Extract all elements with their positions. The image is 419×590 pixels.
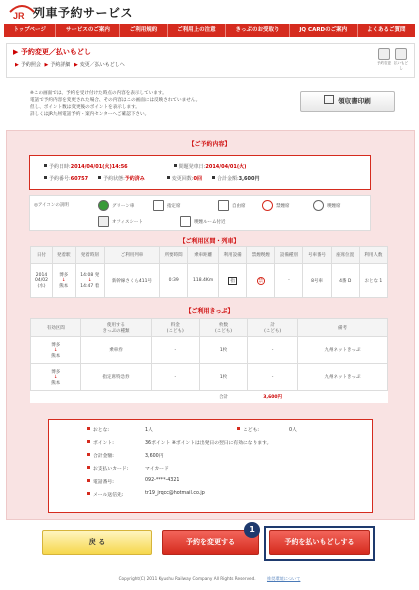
facility-cell <box>219 264 247 298</box>
no-smoking-icon: 禁 <box>258 278 264 284</box>
ticket-kind-cell: 指定席特急券 <box>81 364 151 391</box>
column-header: 設備種別 <box>275 247 303 264</box>
customer-details <box>48 419 373 513</box>
change-reservation-button[interactable]: 予約を変更する <box>162 530 259 555</box>
office-seat-icon <box>98 216 109 227</box>
nav-terms[interactable]: ご利用規約 <box>120 24 167 37</box>
legend-office-seat: オフィスシート <box>98 216 143 227</box>
column-header: 乗車距離 <box>188 247 219 264</box>
green-car-icon <box>98 200 109 211</box>
nav-faq[interactable]: よくあるご質問 <box>367 27 406 33</box>
column-header: 利用人数 <box>359 247 387 264</box>
site-title: 列車予約サービス <box>33 6 134 20</box>
smoking-cell <box>247 264 275 298</box>
step-change <box>377 48 391 71</box>
table-total-row <box>31 391 388 403</box>
table-header-row <box>31 247 388 264</box>
child-count: こども: 0人 <box>237 426 297 433</box>
table-row <box>31 337 388 364</box>
refund-icon <box>395 48 407 60</box>
seat-type-cell: - <box>275 264 303 298</box>
train-cell: 新幹線さくら411号 <box>104 264 159 298</box>
nav-top[interactable]: トップページ <box>4 24 56 37</box>
itinerary-table <box>30 246 388 298</box>
booking-number: 予約番号:60757 <box>44 175 88 182</box>
recommended-env-link[interactable]: 推奨環境について <box>266 576 301 581</box>
column-header: 使用する きっぷの種類 <box>81 319 151 337</box>
trip-date: 問題発車日:2014/04/01(火) <box>174 163 247 170</box>
step-refund <box>394 48 408 71</box>
column-header: 計 (こども) <box>248 319 298 337</box>
column-header: 料金 (こども) <box>151 319 199 337</box>
column-header: 有効区間 <box>31 319 81 337</box>
legend-label: ◎アイコンの説明 <box>34 203 69 208</box>
legend-unreserved: 自由席 <box>218 200 246 211</box>
legend-smoking-room: 喫煙ルーム付近 <box>180 216 226 227</box>
valid-section-cell: 博多 ↓ 熊本 <box>31 364 81 391</box>
column-header: 所要時間 <box>160 247 188 264</box>
breadcrumb-item[interactable]: 予約詳細 <box>50 62 71 68</box>
refund-reservation-button[interactable]: 予約を払いもどしする <box>269 530 370 555</box>
phone-number: 電話番号: 092-****-4321 <box>87 478 179 485</box>
adult-count: おとな: 1人 <box>87 426 235 433</box>
column-header: 利用設備 <box>219 247 247 264</box>
note-cell: 九州ネットきっぷ <box>298 337 388 364</box>
distance-cell: 118.4Km <box>188 264 219 298</box>
breadcrumb-box <box>6 43 415 78</box>
smoking-icon <box>313 200 324 211</box>
unreserved-seat-icon <box>218 200 229 211</box>
step-badge: 1 <box>244 522 260 538</box>
breadcrumb: ▶ 予約照会 ▶ 予約詳細 ▶ 変更／払いもどしへ <box>15 62 125 68</box>
sum-cell: - <box>248 364 298 391</box>
table-header-row <box>31 319 388 337</box>
total-value: 3,600円 <box>263 394 282 400</box>
printer-icon <box>324 95 334 104</box>
total-amount: 合計金額:3,600円 <box>212 175 260 182</box>
breadcrumb-item[interactable]: 予約照会 <box>20 62 41 68</box>
fee-cell: - <box>151 337 199 364</box>
column-header: ご利用列車 <box>104 247 159 264</box>
legend-smoking: 喫煙席 <box>313 200 341 211</box>
footer <box>0 576 419 582</box>
reservation-section-title: 【ご予約内容】 <box>188 141 231 148</box>
email-address: メール送信先: tr19_jrqcc@hotmail.co.jp <box>87 491 205 498</box>
main-nav <box>4 24 415 37</box>
table-row <box>31 264 388 298</box>
duration-cell: 0:39 <box>160 264 188 298</box>
nav-notes[interactable]: ご利用上の注意 <box>168 24 226 37</box>
breadcrumb-item: 変更／払いもどしへ <box>79 62 125 68</box>
tickets-section-title: 【ご利用きっぷ】 <box>185 308 234 315</box>
nav-service[interactable]: サービスのご案内 <box>56 24 120 37</box>
jr-logo-icon <box>8 3 36 20</box>
fee-cell: - <box>151 364 199 391</box>
count-cell: 1枚 <box>199 364 247 391</box>
notice-text <box>30 90 295 118</box>
notice-line: 詳しくはJR九州電話予約・案内センターへご確認下さい。 <box>30 112 150 117</box>
notice-line: 但し、ポイント数は変更後のポイントを表示します。 <box>30 105 140 110</box>
payment-card: お支払いカード: マイカード <box>87 465 169 472</box>
seat-position-cell: 4番 D <box>331 264 359 298</box>
trip-date-cell: 2014 04/02 (水) <box>31 264 53 298</box>
header <box>0 0 419 24</box>
ticket-kind-cell: 乗車券 <box>81 337 151 364</box>
smoking-room-icon <box>180 216 191 227</box>
reserved-seat-icon: 指 <box>230 278 235 284</box>
page-title: ▶ 予約変更／払いもどし <box>13 48 91 56</box>
table-row <box>31 364 388 391</box>
count-cell: 1枚 <box>199 337 247 364</box>
tickets-table <box>30 318 388 403</box>
reservation-summary <box>29 155 371 190</box>
times-cell: 14:08 発 ↓ 14:47 着 <box>75 264 104 298</box>
itinerary-section-title: 【ご利用区間・列車】 <box>179 238 240 245</box>
copyright: Copyright(C) 2011 Kyushu Railway Company All Rights Reserved. <box>118 576 256 581</box>
back-button[interactable]: 戻 る <box>42 530 152 555</box>
stations-cell: 博多 ↓ 熊本 <box>52 264 75 298</box>
no-smoking-icon <box>262 200 273 211</box>
icon-legend <box>29 195 371 231</box>
legend-green-car: グリーン車 <box>98 200 134 211</box>
column-header: 日付 <box>31 247 53 264</box>
step-label: 払いもどし <box>394 61 408 70</box>
booking-status: 予約状態:予約済み <box>98 175 145 182</box>
summary-row <box>30 175 259 182</box>
change-count: 変更回数:0回 <box>167 175 202 182</box>
people-cell: おとな 1 <box>359 264 387 298</box>
note-cell: 九州ネットきっぷ <box>298 364 388 391</box>
step-label: 予約変更 <box>377 61 391 65</box>
legend-reserved: 指定席 <box>153 200 181 211</box>
print-receipt-button[interactable] <box>300 91 395 112</box>
column-header: 備考 <box>298 319 388 337</box>
print-receipt-label: 領収書印刷 <box>338 97 371 105</box>
reserved-seat-icon <box>153 200 164 211</box>
logo-text: JR <box>13 11 25 20</box>
step-icons <box>377 48 408 71</box>
booking-datetime: 予約日時:2014/04/01(火)14:56 <box>44 163 128 170</box>
total-label: 合計 <box>219 394 229 400</box>
page-title-text: 予約変更／払いもどし <box>20 48 91 56</box>
column-header: 発着駅 <box>52 247 75 264</box>
legend-nonsmoking: 禁煙席 <box>262 200 290 211</box>
nav-ticket-pickup[interactable]: きっぷのお受取り <box>226 24 290 37</box>
points: ポイント: 36ポイント ※ポイントは出発日の翌日に有効になります。 <box>87 439 271 446</box>
column-header: 禁煙喫煙 <box>247 247 275 264</box>
column-header: 枚数 (こども) <box>199 319 247 337</box>
notice-line: ※この画面では、予約を受け付けた時点の内容を表示しています。 <box>30 91 167 96</box>
column-header: 発着時刻 <box>75 247 104 264</box>
car-number-cell: 8号車 <box>303 264 331 298</box>
summary-row <box>30 163 246 170</box>
sum-cell: - <box>248 337 298 364</box>
column-header: 号車番号 <box>303 247 331 264</box>
change-icon <box>378 48 390 60</box>
valid-section-cell: 博多 ↓ 熊本 <box>31 337 81 364</box>
column-header: 座席位置 <box>331 247 359 264</box>
total-amount-detail: 合計金額: 3,600円 <box>87 452 164 459</box>
notice-line: 電話で予約内容を変更された場合、その内容はこの画面には反映されていません。 <box>30 98 201 103</box>
nav-jq-card[interactable]: JQ CARDのご案内 <box>290 24 358 37</box>
